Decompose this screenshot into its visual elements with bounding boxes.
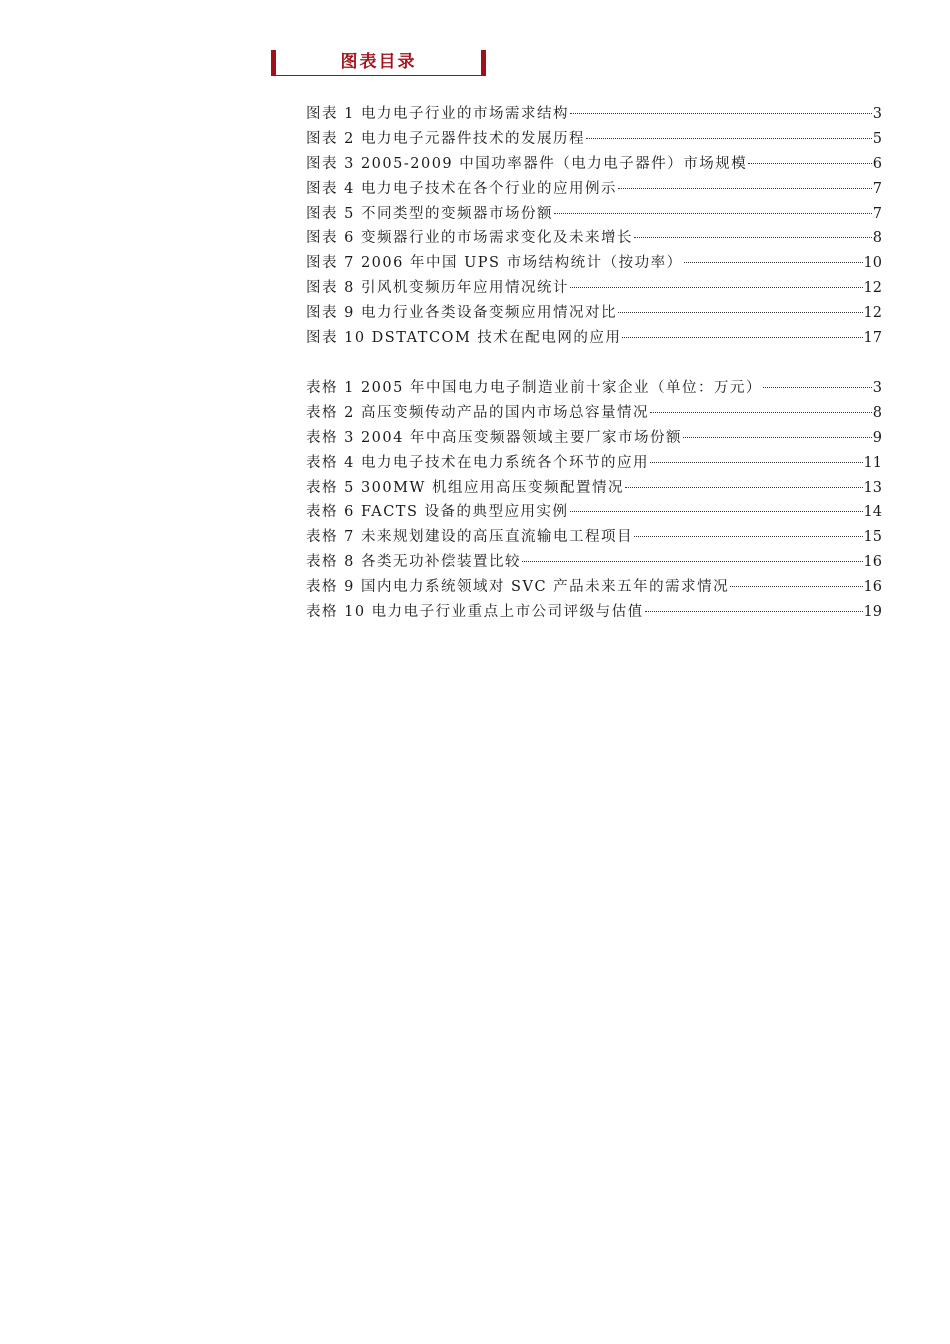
entry-label: 图表 4 电力电子技术在各个行业的应用例示	[306, 180, 617, 197]
table-entry-7[interactable]	[306, 526, 882, 551]
entry-label: 表格 1 2005 年中国电力电子制造业前十家企业（单位：万元）	[306, 380, 762, 396]
dot-leader	[570, 113, 872, 114]
dot-leader	[748, 163, 872, 164]
entry-label: 图表 3 2005-2009 中国功率器件（电力电子器件）市场规模	[306, 155, 748, 172]
entry-label: 表格 2 高压变频传动产品的国内市场总容量情况	[306, 404, 649, 421]
entry-label: 图表 5 不同类型的变频器市场份额	[306, 205, 553, 222]
table-entry-1[interactable]	[306, 377, 882, 402]
dot-leader	[618, 188, 872, 189]
entry-page: 10	[863, 255, 882, 272]
figure-entry-6[interactable]	[306, 227, 882, 252]
figure-entry-7[interactable]	[306, 252, 882, 277]
entry-page: 16	[863, 554, 882, 571]
header-right-bar	[481, 50, 486, 76]
dot-leader	[570, 287, 863, 288]
entry-page: 3	[872, 380, 882, 396]
entry-label: 图表 6 变频器行业的市场需求变化及未来增长	[306, 230, 633, 247]
dot-leader	[684, 262, 863, 263]
table-list	[306, 377, 882, 626]
toc-header	[271, 50, 486, 76]
dot-leader	[622, 337, 862, 338]
entry-label: 图表 7 2006 年中国 UPS 市场结构统计（按功率）	[306, 255, 683, 272]
dot-leader	[618, 312, 863, 313]
entry-label: 图表 1 电力电子行业的市场需求结构	[306, 106, 569, 122]
figure-entry-8[interactable]	[306, 277, 882, 302]
entry-page: 3	[872, 106, 882, 122]
figure-entry-1[interactable]	[306, 103, 882, 128]
table-entry-4[interactable]	[306, 452, 882, 477]
entry-page: 8	[872, 404, 882, 421]
entry-page: 16	[863, 579, 882, 596]
figure-entry-10[interactable]	[306, 327, 882, 352]
table-entry-6[interactable]	[306, 501, 882, 526]
entry-page: 6	[872, 155, 882, 172]
dot-leader	[634, 536, 863, 537]
entry-label: 图表 8 引风机变频历年应用情况统计	[306, 280, 569, 297]
table-entry-3[interactable]	[306, 427, 882, 452]
entry-label: 表格 3 2004 年中高压变频器领域主要厂家市场份额	[306, 429, 682, 446]
entry-page: 19	[863, 604, 882, 621]
entry-label: 表格 8 各类无功补偿装置比较	[306, 554, 521, 571]
entry-label: 表格 10 电力电子行业重点上市公司评级与估值	[306, 604, 644, 621]
entry-page: 7	[872, 205, 882, 222]
entry-page: 5	[872, 130, 882, 147]
dot-leader	[650, 462, 863, 463]
entry-page: 15	[863, 529, 882, 546]
entry-page: 17	[863, 330, 882, 347]
header-underline	[276, 75, 481, 76]
dot-leader	[522, 561, 863, 562]
entry-label: 表格 7 未来规划建设的高压直流输电工程项目	[306, 529, 633, 546]
figure-entry-4[interactable]	[306, 178, 882, 203]
entry-label: 表格 9 国内电力系统领域对 SVC 产品未来五年的需求情况	[306, 579, 730, 596]
toc-title: 图表目录	[340, 52, 417, 72]
entry-label: 图表 2 电力电子元器件技术的发展历程	[306, 130, 585, 147]
dot-leader	[730, 586, 862, 587]
entry-label: 表格 4 电力电子技术在电力系统各个环节的应用	[306, 454, 649, 471]
entry-page: 14	[863, 504, 882, 521]
table-entry-10[interactable]	[306, 601, 882, 626]
dot-leader	[625, 487, 863, 488]
entry-page: 12	[863, 305, 882, 322]
table-entry-8[interactable]	[306, 551, 882, 576]
table-entry-5[interactable]	[306, 477, 882, 502]
entry-page: 13	[863, 479, 882, 496]
figure-entry-3[interactable]	[306, 153, 882, 178]
table-entry-9[interactable]	[306, 576, 882, 601]
figure-entry-9[interactable]	[306, 302, 882, 327]
dot-leader	[554, 213, 872, 214]
figure-list	[306, 103, 882, 352]
dot-leader	[586, 138, 872, 139]
entry-label: 表格 6 FACTS 设备的典型应用实例	[306, 504, 569, 521]
table-entry-2[interactable]	[306, 402, 882, 427]
dot-leader	[634, 237, 872, 238]
entry-page: 12	[863, 280, 882, 297]
entry-label: 表格 5 300MW 机组应用高压变频配置情况	[306, 479, 624, 496]
entry-label: 图表 9 电力行业各类设备变频应用情况对比	[306, 305, 617, 322]
entry-page: 8	[872, 230, 882, 247]
entry-label: 图表 10 DSTATCOM 技术在配电网的应用	[306, 330, 622, 347]
figure-entry-2[interactable]	[306, 128, 882, 153]
entry-page: 11	[863, 454, 882, 471]
dot-leader	[645, 611, 863, 612]
dot-leader	[683, 437, 872, 438]
dot-leader	[763, 387, 872, 388]
entry-page: 9	[872, 429, 882, 446]
figure-entry-5[interactable]	[306, 203, 882, 228]
entry-page: 7	[872, 180, 882, 197]
dot-leader	[650, 412, 872, 413]
dot-leader	[570, 511, 863, 512]
